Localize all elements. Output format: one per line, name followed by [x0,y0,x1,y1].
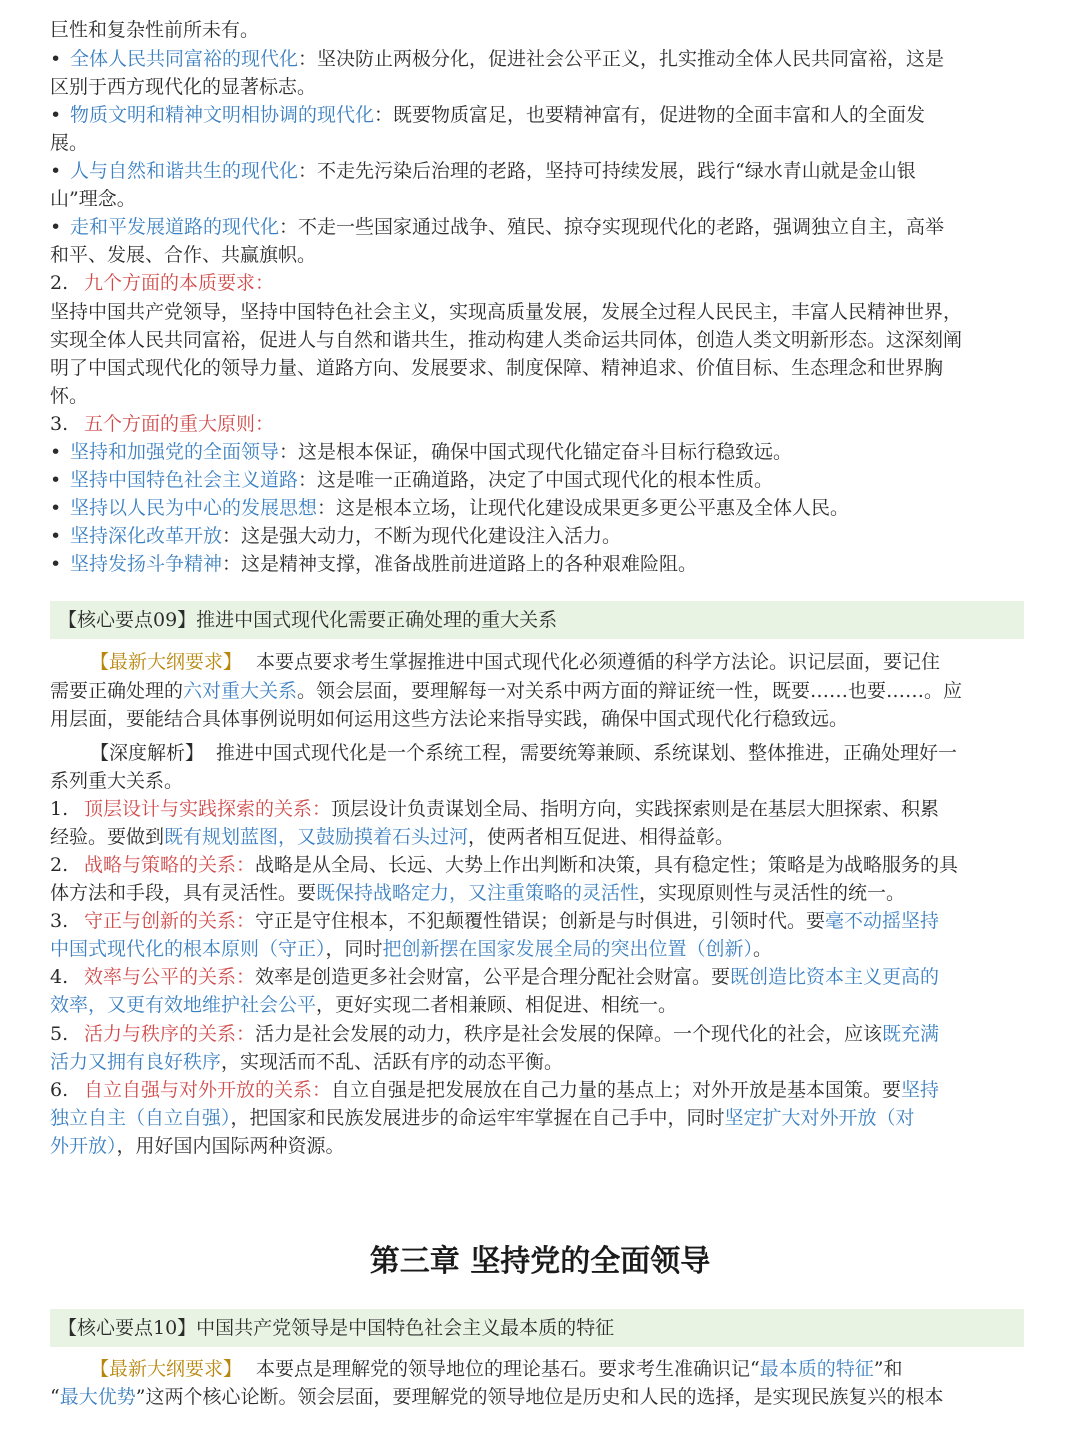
text-line: 外开放），用好国内国际两种资源。 [50,1135,345,1157]
bullet-icon: • [50,469,62,491]
relation-item-1: 1. 顶层设计与实践探索的关系：顶层设计负责谋划全局、指明方向，实践探索则是在基层大胆探索、积累 [50,798,940,820]
bullet-item: • 坚持和加强党的全面领导：这是根本保证，确保中国式现代化锚定奋斗目标行稳致远。 [50,438,1024,466]
relation-item-5: 5. 活力与秩序的关系：活力是社会发展的动力，秩序是社会发展的保障。一个现代化的社会，应该既充满 [50,1023,940,1045]
relation-item-4: 4. 效率与公平的关系：效率是创造更多社会财富，公平是合理分配社会财富。要既创造比资本主义更高的 [50,966,940,988]
relation-item-6: 6. 自立自强与对外开放的关系：自立自强是把发展放在自己力量的基点上；对外开放是基本国策。要坚持 [50,1079,940,1101]
text-line: 中国式现代化的根本原则（守正），同时把创新摆在国家发展全局的突出位置（创新）。 [50,938,773,960]
numbered-heading: 2. 九个方面的本质要求： [50,272,275,294]
bullet-icon: • [50,104,62,126]
text-line: 和平、发展、合作、共赢旗帜。 [50,244,317,266]
requirement-line: 【最新大纲要求】 本要点要求考生掌握推进中国式现代化必须遵循的科学方法论。识记层面，要记住 [90,651,941,673]
bullet-item: • 物质文明和精神文明相协调的现代化：既要物质富足，也要精神富有，促进物的全面丰富和人的全面发 [50,101,1024,129]
bullet-item: • 坚持以人民为中心的发展思想：这是根本立场，让现代化建设成果更多更公平惠及全体人民。 [50,494,1024,522]
text-line: “最大优势”这两个核心论断。领会层面，要理解党的领导地位是历史和人民的选择，是实现民族复兴的根本 [50,1386,944,1408]
text-line: 区别于西方现代化的显著标志。 [50,76,317,98]
text-line: 系列重大关系。 [50,770,184,792]
bullet-icon: • [50,525,62,547]
bullet-icon: • [50,216,62,238]
bullet-icon: • [50,48,62,70]
text-line: 怀。 [50,385,89,407]
text-line: 坚持中国共产党领导，坚持中国特色社会主义，实现高质量发展，发展全过程人民民主，丰富人民精神世界， [50,301,963,323]
requirement-line: 【最新大纲要求】 本要点是理解党的领导地位的理论基石。要求考生准确识记“最本质的特征”和 [90,1358,903,1380]
bullet-icon: • [50,553,62,575]
bullet-item: • 全体人民共同富裕的现代化：坚决防止两极分化，促进社会公平正义，扎实推动全体人民共同富裕，这是 [50,45,1024,73]
text-line: 用层面，要能结合具体事例说明如何运用这些方法论来指导实践，确保中国式现代化行稳致远。 [50,708,849,730]
relation-item-2: 2. 战略与策略的关系：战略是从全局、长远、大势上作出判断和决策，具有稳定性；策略是为战略服务的具 [50,854,959,876]
text-line: 独立自主（自立自强），把国家和民族发展进步的命运牢牢掌握在自己手中，同时坚定扩大对外开放（对 [50,1107,915,1129]
numbered-heading: 3. 五个方面的重大原则： [50,413,275,435]
bullet-icon: • [50,441,62,463]
bullet-item: • 坚持深化改革开放：这是强大动力，不断为现代化建设注入活力。 [50,522,1024,550]
text-line: 经验。要做到既有规划蓝图，又鼓励摸着石头过河，使两者相互促进、相得益彰。 [50,826,735,848]
text-line: 巨性和复杂性前所未有。 [50,19,260,41]
text-line: 明了中国式现代化的领导力量、道路方向、发展要求、制度保障、精神追求、价值目标、生态理念和世界胸 [50,357,944,379]
bullet-item: • 人与自然和谐共生的现代化：不走先污染后治理的老路，坚持可持续发展，践行“绿水青山就是金山银 [50,157,1024,185]
text-line: 效率，又更有效地维护社会公平，更好实现二者相兼顾、相促进、相统一。 [50,994,678,1016]
section-header-10: 【核心要点10】中国共产党领导是中国特色社会主义最本质的特征 [50,1309,1024,1347]
text-line: 需要正确处理的六对重大关系。领会层面，要理解每一对关系中两方面的辩证统一性，既要……也要……。应 [50,680,963,702]
chapter-title: 第三章 坚持党的全面领导 [369,1244,711,1279]
text-line: 体方法和手段，具有灵活性。要既保持战略定力，又注重策略的灵活性，实现原则性与灵活性的统一。 [50,882,906,904]
bullet-item: • 走和平发展道路的现代化：不走一些国家通过战争、殖民、掠夺实现现代化的老路，强调独立自主，高举 [50,213,1024,241]
relation-item-3: 3. 守正与创新的关系：守正是守住根本，不犯颠覆性错误；创新是与时俱进，引领时代。要毫不动摇坚持 [50,910,940,932]
text-line: 活力又拥有良好秩序，实现活而不乱、活跃有序的动态平衡。 [50,1051,564,1073]
bullet-item: • 坚持发扬斗争精神：这是精神支撑，准备战胜前进道路上的各种艰难险阻。 [50,550,1024,578]
text-line: 实现全体人民共同富裕，促进人与自然和谐共生，推动构建人类命运共同体，创造人类文明新形态。这深刻阐 [50,329,963,351]
text-line: 山”理念。 [50,188,136,210]
bullet-icon: • [50,497,62,519]
section-header-09: 【核心要点09】推进中国式现代化需要正确处理的重大关系 [50,601,1024,639]
bullet-icon: • [50,160,62,182]
text-line: 展。 [50,132,89,154]
bullet-item: • 坚持中国特色社会主义道路：这是唯一正确道路，决定了中国式现代化的根本性质。 [50,466,1024,494]
analysis-line: 【深度解析】 推进中国式现代化是一个系统工程，需要统筹兼顾、系统谋划、整体推进，正确处理好一 [90,742,958,764]
